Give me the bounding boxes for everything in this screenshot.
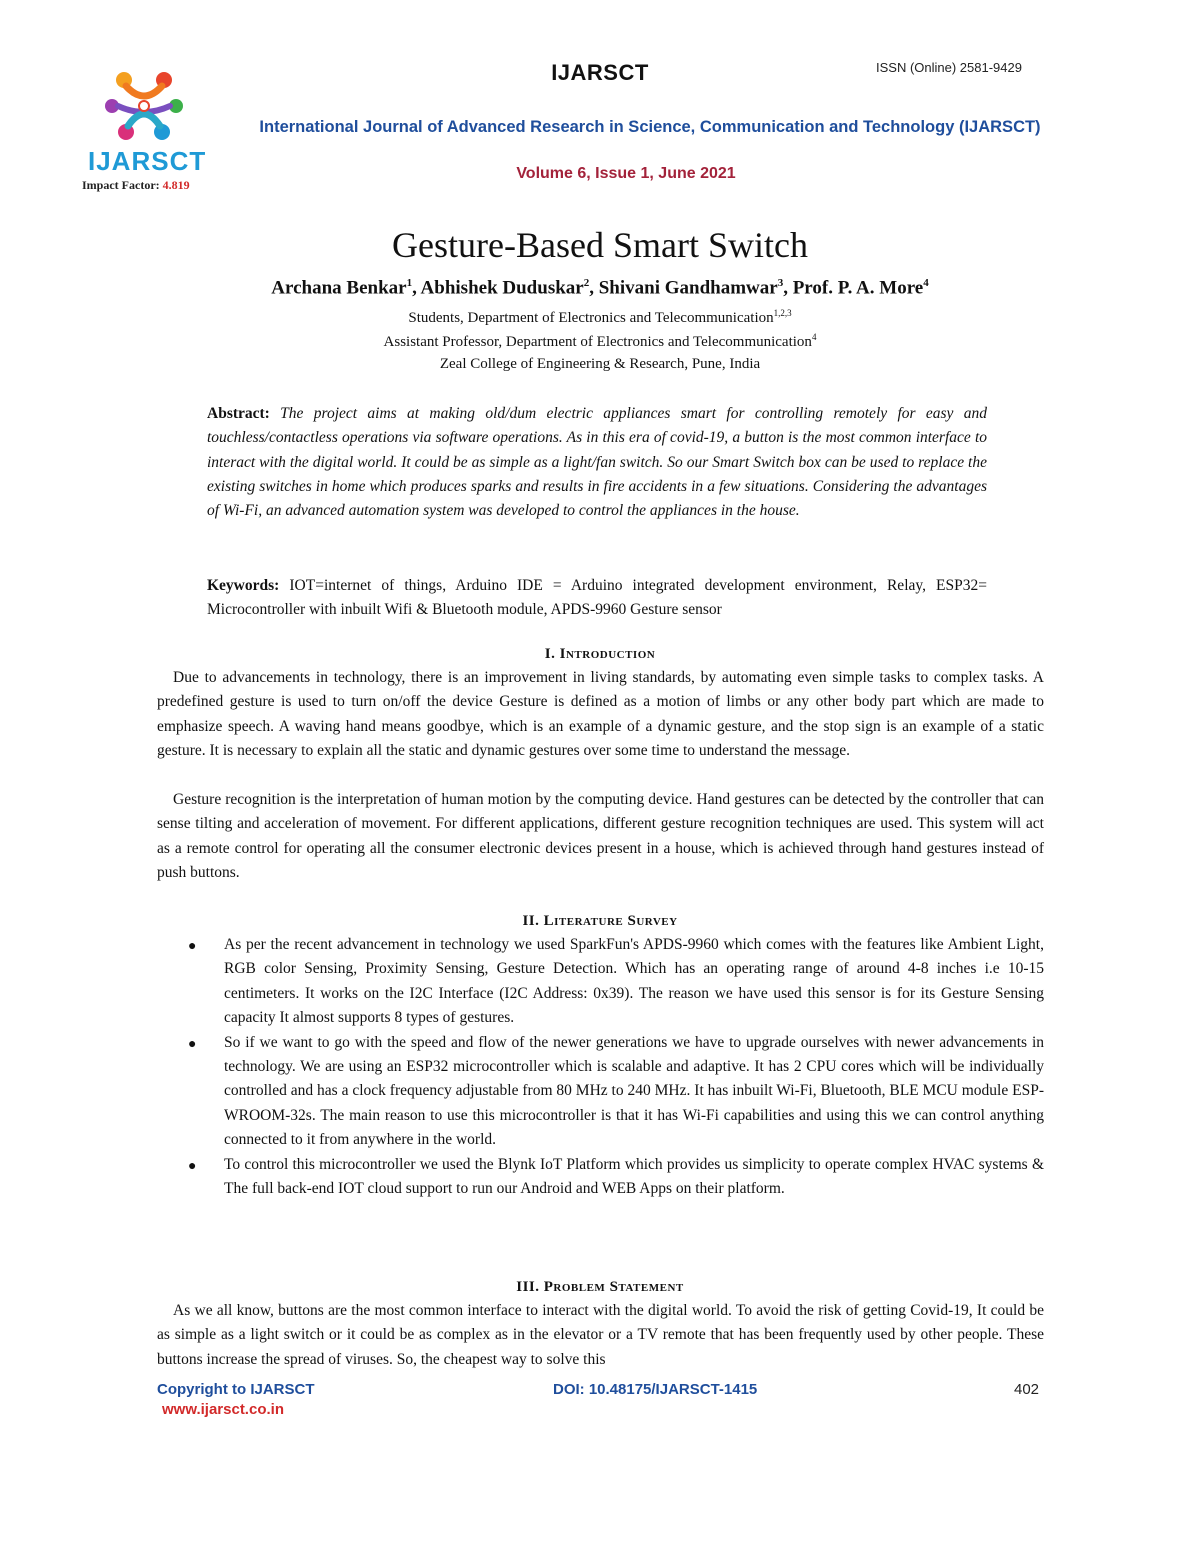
impact-factor-value: 4.819: [162, 178, 190, 192]
abstract-text: The project aims at making old/dum electric appliances smart for controlling remotely for easy and touchless/contactless operations via software operations. As in this era of covid-19, a button is the most common interface to interact with the digital world. It could be as simple as a light/fan switch. So our Smart Switch box can be used to replace the existing switches in home which produces sparks and results in fire accidents in a few situations. Considering the advantages of Wi-Fi, an advanced automation system was developed to control the appliances in the house.: [207, 405, 987, 520]
list-item-text: To control this microcontroller we used the Blynk IoT Platform which provides us simplicity to operate complex HVAC systems & The full back-end IOT cloud support to run our Android and WEB Apps on their platform.: [224, 1155, 1044, 1198]
author-name: Archana Benkar: [271, 277, 407, 299]
list-item: [188, 1153, 1044, 1202]
author-name: Prof. P. A. More: [792, 277, 924, 299]
footer-doi: DOI: 10.48175/IJARSCT-1415: [553, 1381, 758, 1398]
abstract-label: Abstract:: [207, 405, 270, 422]
logo-wordmark: IJARSCT: [88, 146, 207, 176]
intro-paragraph: Gesture recognition is the interpretation of human motion by the computing device. Hand gestures can be detected by the controller that can sense tilting and acceleration of movement. For different applications, different gesture recognition techniques are used. This system will act as a remote control for operating all the consumer electronic devices present in a house, which is achieved through hand gestures instead of push buttons.: [157, 791, 1044, 882]
affiliation-text: Assistant Professor, Department of Electronics and Telecommunication: [383, 334, 812, 350]
section-heading-introduction: I. Introduction: [544, 646, 656, 662]
keywords: [207, 574, 987, 623]
author-sup: 1: [406, 277, 413, 289]
intro-paragraph: Due to advancements in technology, there is an improvement in living standards, by automating even simple tasks to complex tasks. A predefined gesture is used to turn on/off the device Gesture is defined as a motion of limbs or any other body part which are made to emphasize speech. A waving hand means goodbye, which is an example of a dynamic gesture, and the stop sign is an example of a static gesture. It is necessary to explain all the static and dynamic gestures over some time to understand the message.: [157, 669, 1044, 760]
affiliation-line: [0, 356, 1200, 373]
journal-full-title: International Journal of Advanced Research in Science, Communication and Technology (IJARSCT): [259, 118, 1041, 136]
affiliation-sup: 1,2,3: [773, 308, 792, 318]
bullet-icon: ●: [188, 1158, 197, 1174]
author-name: Abhishek Duduskar: [420, 277, 584, 299]
author-list: Archana Benkar$^1$, Abhishek Duduskar$^2$, Shivani Gandhamwar$^3$, Prof. P. A. More$^4$: [271, 277, 929, 299]
impact-factor-label: Impact Factor:: [82, 178, 163, 192]
affiliation-sup: 4: [811, 332, 817, 342]
volume-issue: Volume 6, Issue 1, June 2021: [516, 165, 736, 182]
list-item-text: As per the recent advancement in technology we used SparkFun's APDS-9960 which comes with the features like Ambient Light, RGB color Sensing, Proximity Sensing, Gesture Detection. Which has an operating range of around 4-8 inches i.e 10-15 centimeters. It works on the I2C Interface (I2C Address: 0x39). The reason we have used this sensor is for its Gesture Sensing capacity It almost supports 8 types of gestures.: [224, 936, 1044, 1027]
author-sup: 2: [583, 277, 590, 289]
author-name: Shivani Gandhamwar: [598, 277, 778, 299]
affiliation-line: [0, 308, 1200, 327]
footer-website-link[interactable]: www.ijarsct.co.in: [162, 1401, 284, 1418]
journal-short-title: IJARSCT: [551, 60, 649, 85]
issn-label: ISSN (Online) 2581-9429: [876, 60, 1022, 75]
author-sup: 3: [777, 277, 784, 289]
bullet-icon: ●: [188, 1036, 197, 1052]
affiliation-text: Zeal College of Engineering & Research, Pune, India: [439, 356, 761, 372]
list-item: [188, 1031, 1044, 1153]
affiliation-line: [0, 332, 1200, 351]
keywords-text: IOT=internet of things, Arduino IDE = Arduino integrated development environment, Relay, ESP32= Microcontroller with inbuilt Wifi & Bluetooth module, APDS-9960 Gesture sensor: [207, 577, 988, 619]
page-number: 402: [1014, 1381, 1040, 1398]
abstract: [207, 402, 987, 523]
affiliation-text: Students, Department of Electronics and Telecommunication: [408, 310, 774, 326]
problem-paragraph: As we all know, buttons are the most common interface to interact with the digital world. To avoid the risk of getting Covid-19, It could be as simple as a light switch or it could be as complex as in the elevator or a TV remote that has been frequently used by other people. These buttons increase the spread of viruses. So, the cheapest way to solve this: [157, 1302, 1044, 1368]
literature-bullet-list: [188, 933, 1044, 1201]
author-sup: 4: [923, 277, 929, 289]
list-item-text: So if we want to go with the speed and flow of the newer generations we have to upgrade ourselves with newer advancements in technology. We are using an ESP32 microcontroller which is scalable and adaptive. It has 2 CPU cores which will be individually controlled and has a clock frequency adjustable from 80 MHz to 240 MHz. It has inbuilt Wi-Fi, Bluetooth, BLE MCU module ESP-WROOM-32s. The main reason to use this microcontroller is that it has Wi-Fi capabilities and using this we can control anything connected to it from anywhere in the world.: [224, 1033, 1044, 1149]
section-heading-literature: II. Literature Survey: [522, 913, 678, 929]
paper-title: Gesture-Based Smart Switch: [392, 225, 808, 265]
bullet-icon: ●: [188, 939, 197, 954]
section-heading-problem: III. Problem Statement: [516, 1279, 684, 1295]
list-item: [188, 933, 1044, 1031]
keywords-label: Keywords:: [207, 577, 280, 594]
footer-copyright: Copyright to IJARSCT: [157, 1381, 315, 1398]
